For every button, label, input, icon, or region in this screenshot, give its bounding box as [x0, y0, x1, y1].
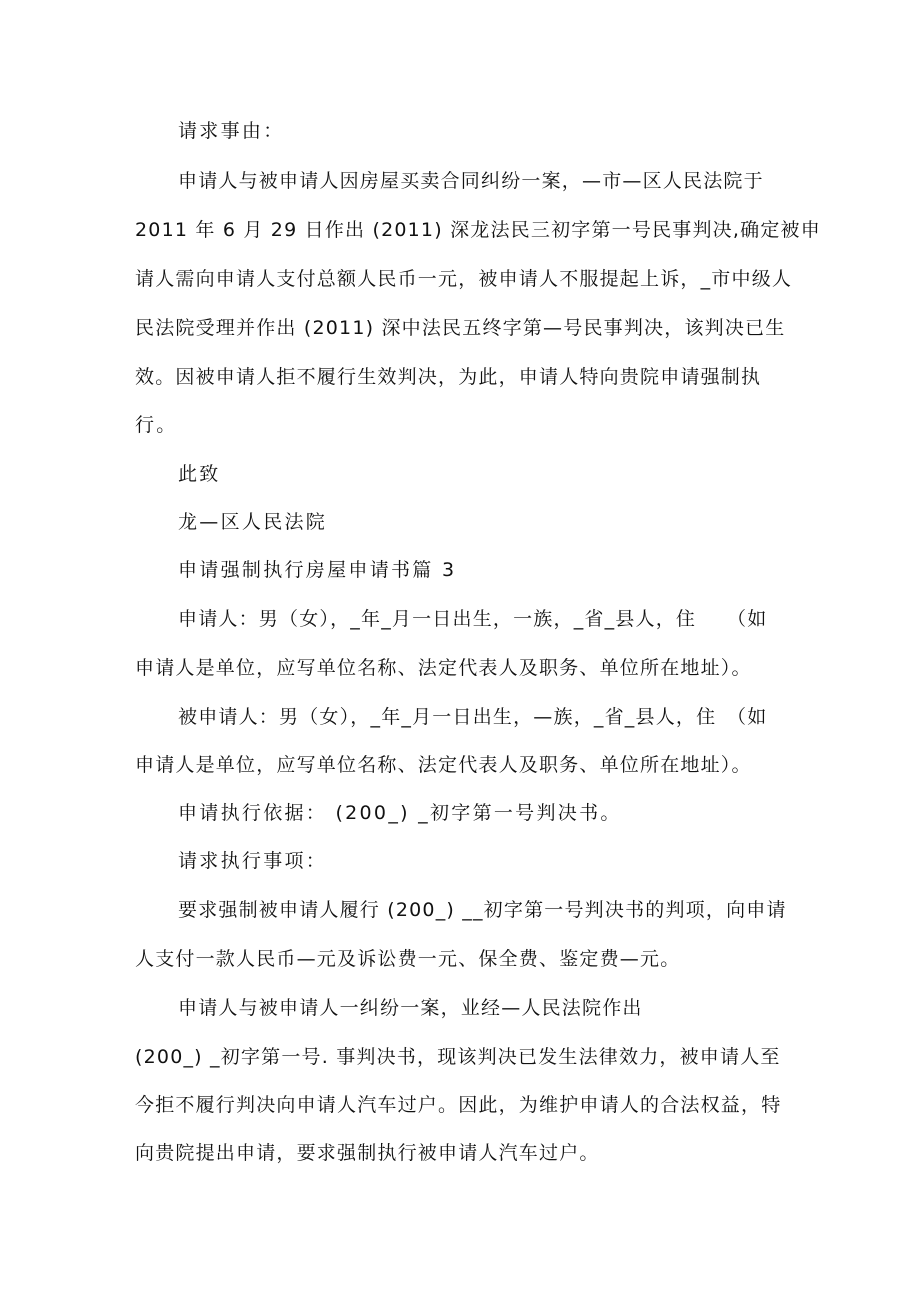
- paragraph-line: (200_) _初字第一号. 事判决书，现该判决已发生法律效力，被申请人至: [135, 1046, 781, 1068]
- paragraph-line: 申请人与被申请人一纠纷一案，业经—人民法院作出: [178, 997, 643, 1019]
- paragraph-line: 民法院受理并作出 (2011) 深中法民五终字第—号民事判决，该判决已生: [135, 317, 786, 339]
- paragraph-line: 行。: [135, 414, 178, 436]
- salutation: 此致: [178, 463, 221, 485]
- paragraph-line: 要求强制被申请人履行 (200_) __初字第一号判决书的判项，向申请: [178, 899, 787, 921]
- applicant-line: 申请人：男（女），_年_月一日出生，一族，_省_县人，住 （如: [178, 608, 768, 630]
- applicant-line: 申请人是单位，应写单位名称、法定代表人及职务、单位所在地址）。: [135, 657, 752, 679]
- respondent-line: 申请人是单位，应写单位名称、法定代表人及职务、单位所在地址）。: [135, 754, 752, 776]
- paragraph-line: 申请人与被申请人因房屋买卖合同纠纷一案，—市—区人民法院于: [178, 170, 764, 192]
- section-title: 申请强制执行房屋申请书篇 3: [178, 559, 457, 581]
- court-name: 龙—区人民法院: [178, 511, 328, 533]
- paragraph-line: 人支付一款人民币—元及诉讼费一元、保全费、鉴定费—元。: [135, 948, 681, 970]
- execution-basis: 申请执行依据： (200_) _初字第一号判决书。: [178, 802, 622, 824]
- paragraph-line: 请人需向申请人支付总额人民币一元，被申请人不服提起上诉，_市中级人: [135, 268, 793, 290]
- paragraph-line: 今拒不履行判决向申请人汽车过户。因此，为维护申请人的合法权益，特: [135, 1094, 782, 1116]
- respondent-line: 被申请人：男（女），_年_月一日出生，—族，_省_县人，住 （如: [178, 706, 768, 728]
- section-heading-execution-items: 请求执行事项：: [178, 850, 328, 872]
- section-heading-request-reason: 请求事由：: [178, 120, 285, 142]
- paragraph-line: 效。因被申请人拒不履行生效判决，为此，申请人特向贵院申请强制执: [135, 366, 762, 388]
- paragraph-line: 向贵院提出申请，要求强制执行被申请人汽车过户。: [135, 1142, 600, 1164]
- paragraph-line: 2011 年 6 月 29 日作出 (2011) 深龙法民三初字第一号民事判决,确定被申: [135, 219, 821, 241]
